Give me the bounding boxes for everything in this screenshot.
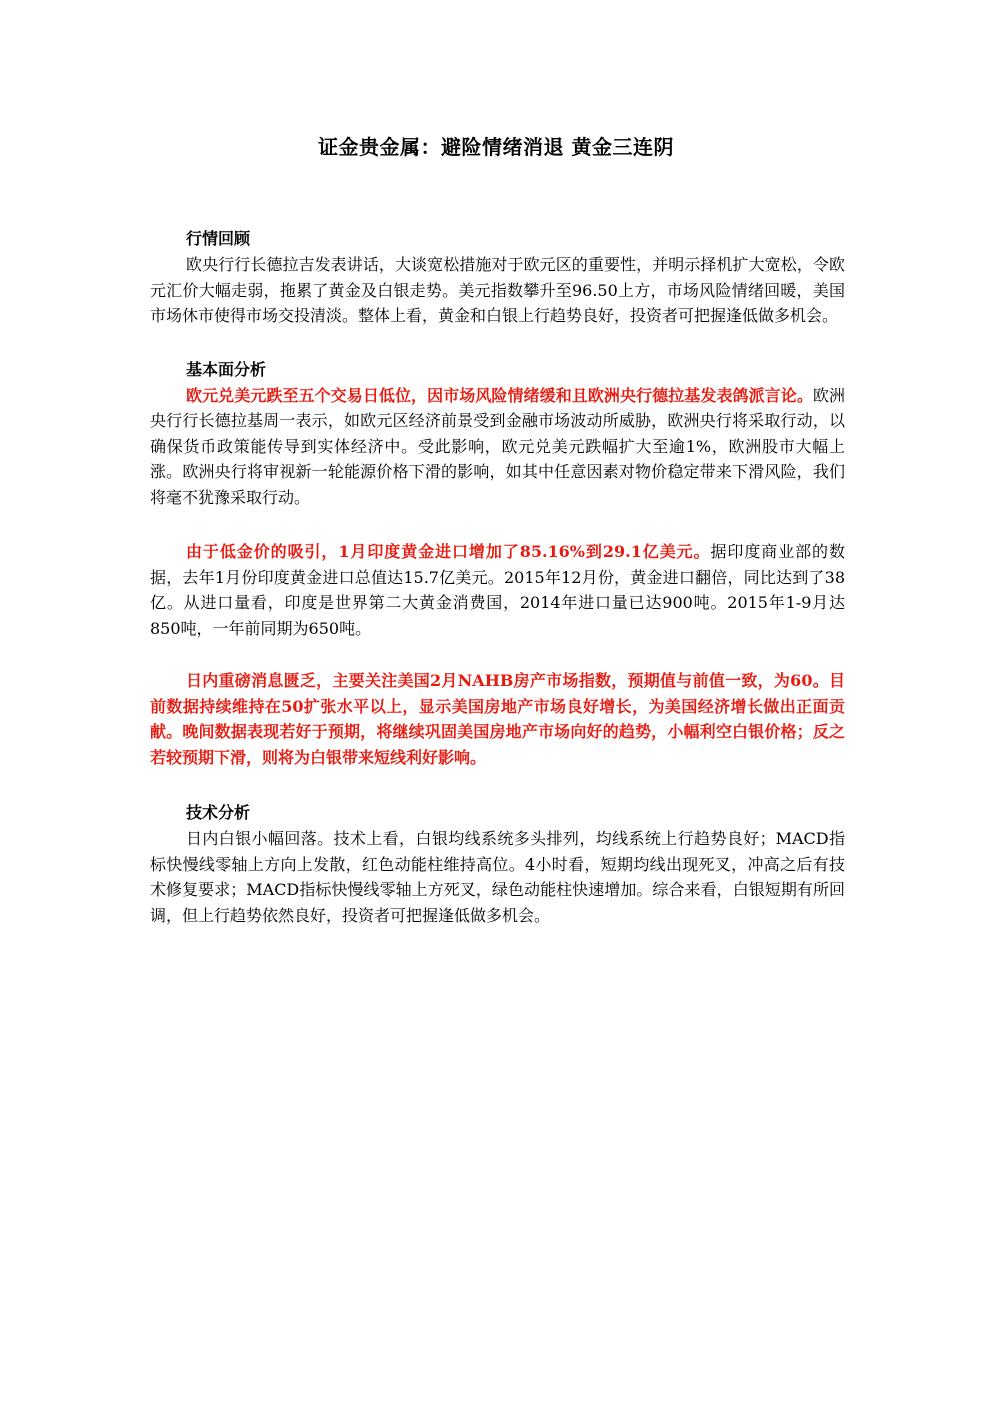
section-market-review xyxy=(150,225,845,329)
document-title: 证金贵金属：避险情绪消退 黄金三连阴 xyxy=(318,135,674,159)
paragraph xyxy=(150,539,845,641)
paragraph-text: 日内白银小幅回落。技术上看，白银均线系统多头排列，均线系统上行趋势良好；MACD指标快慢线零轴上方向上发散，红色动能柱维持高位。4小时看，短期均线出现死叉，冲高之后有技术修复要求；MACD指标快慢线零轴上方死叉，绿色动能柱快速增加。综合来看，白银短期有所回调，但上行趋势依然良好，投资者可把握逢低做多机会。 xyxy=(150,829,845,925)
section-heading: 行情回顾 xyxy=(186,229,251,248)
paragraph xyxy=(150,252,845,329)
paragraph xyxy=(150,826,845,928)
paragraph-text: 欧央行行长德拉吉发表讲话，大谈宽松措施对于欧元区的重要性，并明示择机扩大宽松，令欧元汇价大幅走弱，拖累了黄金及白银走势。美元指数攀升至96.50上方，市场风险情绪回暖，美国市场休市使得市场交投清淡。整体上看，黄金和白银上行趋势良好，投资者可把握逢低做多机会。 xyxy=(150,255,845,325)
paragraph xyxy=(150,383,845,511)
section-heading: 基本面分析 xyxy=(186,359,267,379)
highlight-text: 欧元兑美元跌至五个交易日低位，因市场风险情绪缓和且欧洲央行德拉基发表鸽派言论。 xyxy=(186,385,813,405)
paragraph-text: 据印度商业部的数据，去年1月份印度黄金进口总值达15.7亿美元。2015年12月份，黄金进口翻倍，同比达到了38亿。从进口量看，印度是世界第二大黄金消费国，2014年进口量已达900吨。2015年1-9月达850吨，一年前同期为650吨。 xyxy=(150,542,845,638)
section-nahb-outlook xyxy=(150,668,845,770)
section-india-gold-imports xyxy=(150,539,845,641)
section-technical-analysis xyxy=(150,799,845,928)
section-fundamental-analysis xyxy=(150,356,845,511)
highlight-text: 由于低金价的吸引，1月印度黄金进口增加了85.16%到29.1亿美元。 xyxy=(186,542,711,561)
paragraph xyxy=(150,668,845,770)
paragraph-text: 欧洲央行行长德拉基周一表示，如欧元区经济前景受到金融市场波动所威胁，欧洲央行将采取行动，以确保货币政策能传导到实体经济中。受此影响，欧元兑美元跌幅扩大至逾1%，欧洲股市大幅上涨。欧洲央行将审视新一轮能源价格下滑的影响，如其中任意因素对物价稳定带来下滑风险，我们将毫不犹豫采取行动。 xyxy=(150,385,845,507)
document-body xyxy=(150,225,845,928)
section-heading: 技术分析 xyxy=(186,803,251,822)
highlight-text: 日内重磅消息匮乏，主要关注美国2月NAHB房产市场指数，预期值与前值一致，为60。目前数据持续维持在50扩张水平以上，显示美国房地产市场良好增长，为美国经济增长做出正面贡献。晚间数据表现若好于预期，将继续巩固美国房地产市场向好的趋势，小幅利空白银价格；反之若较预期下滑，则将为白银带来短线利好影响。 xyxy=(150,671,845,767)
